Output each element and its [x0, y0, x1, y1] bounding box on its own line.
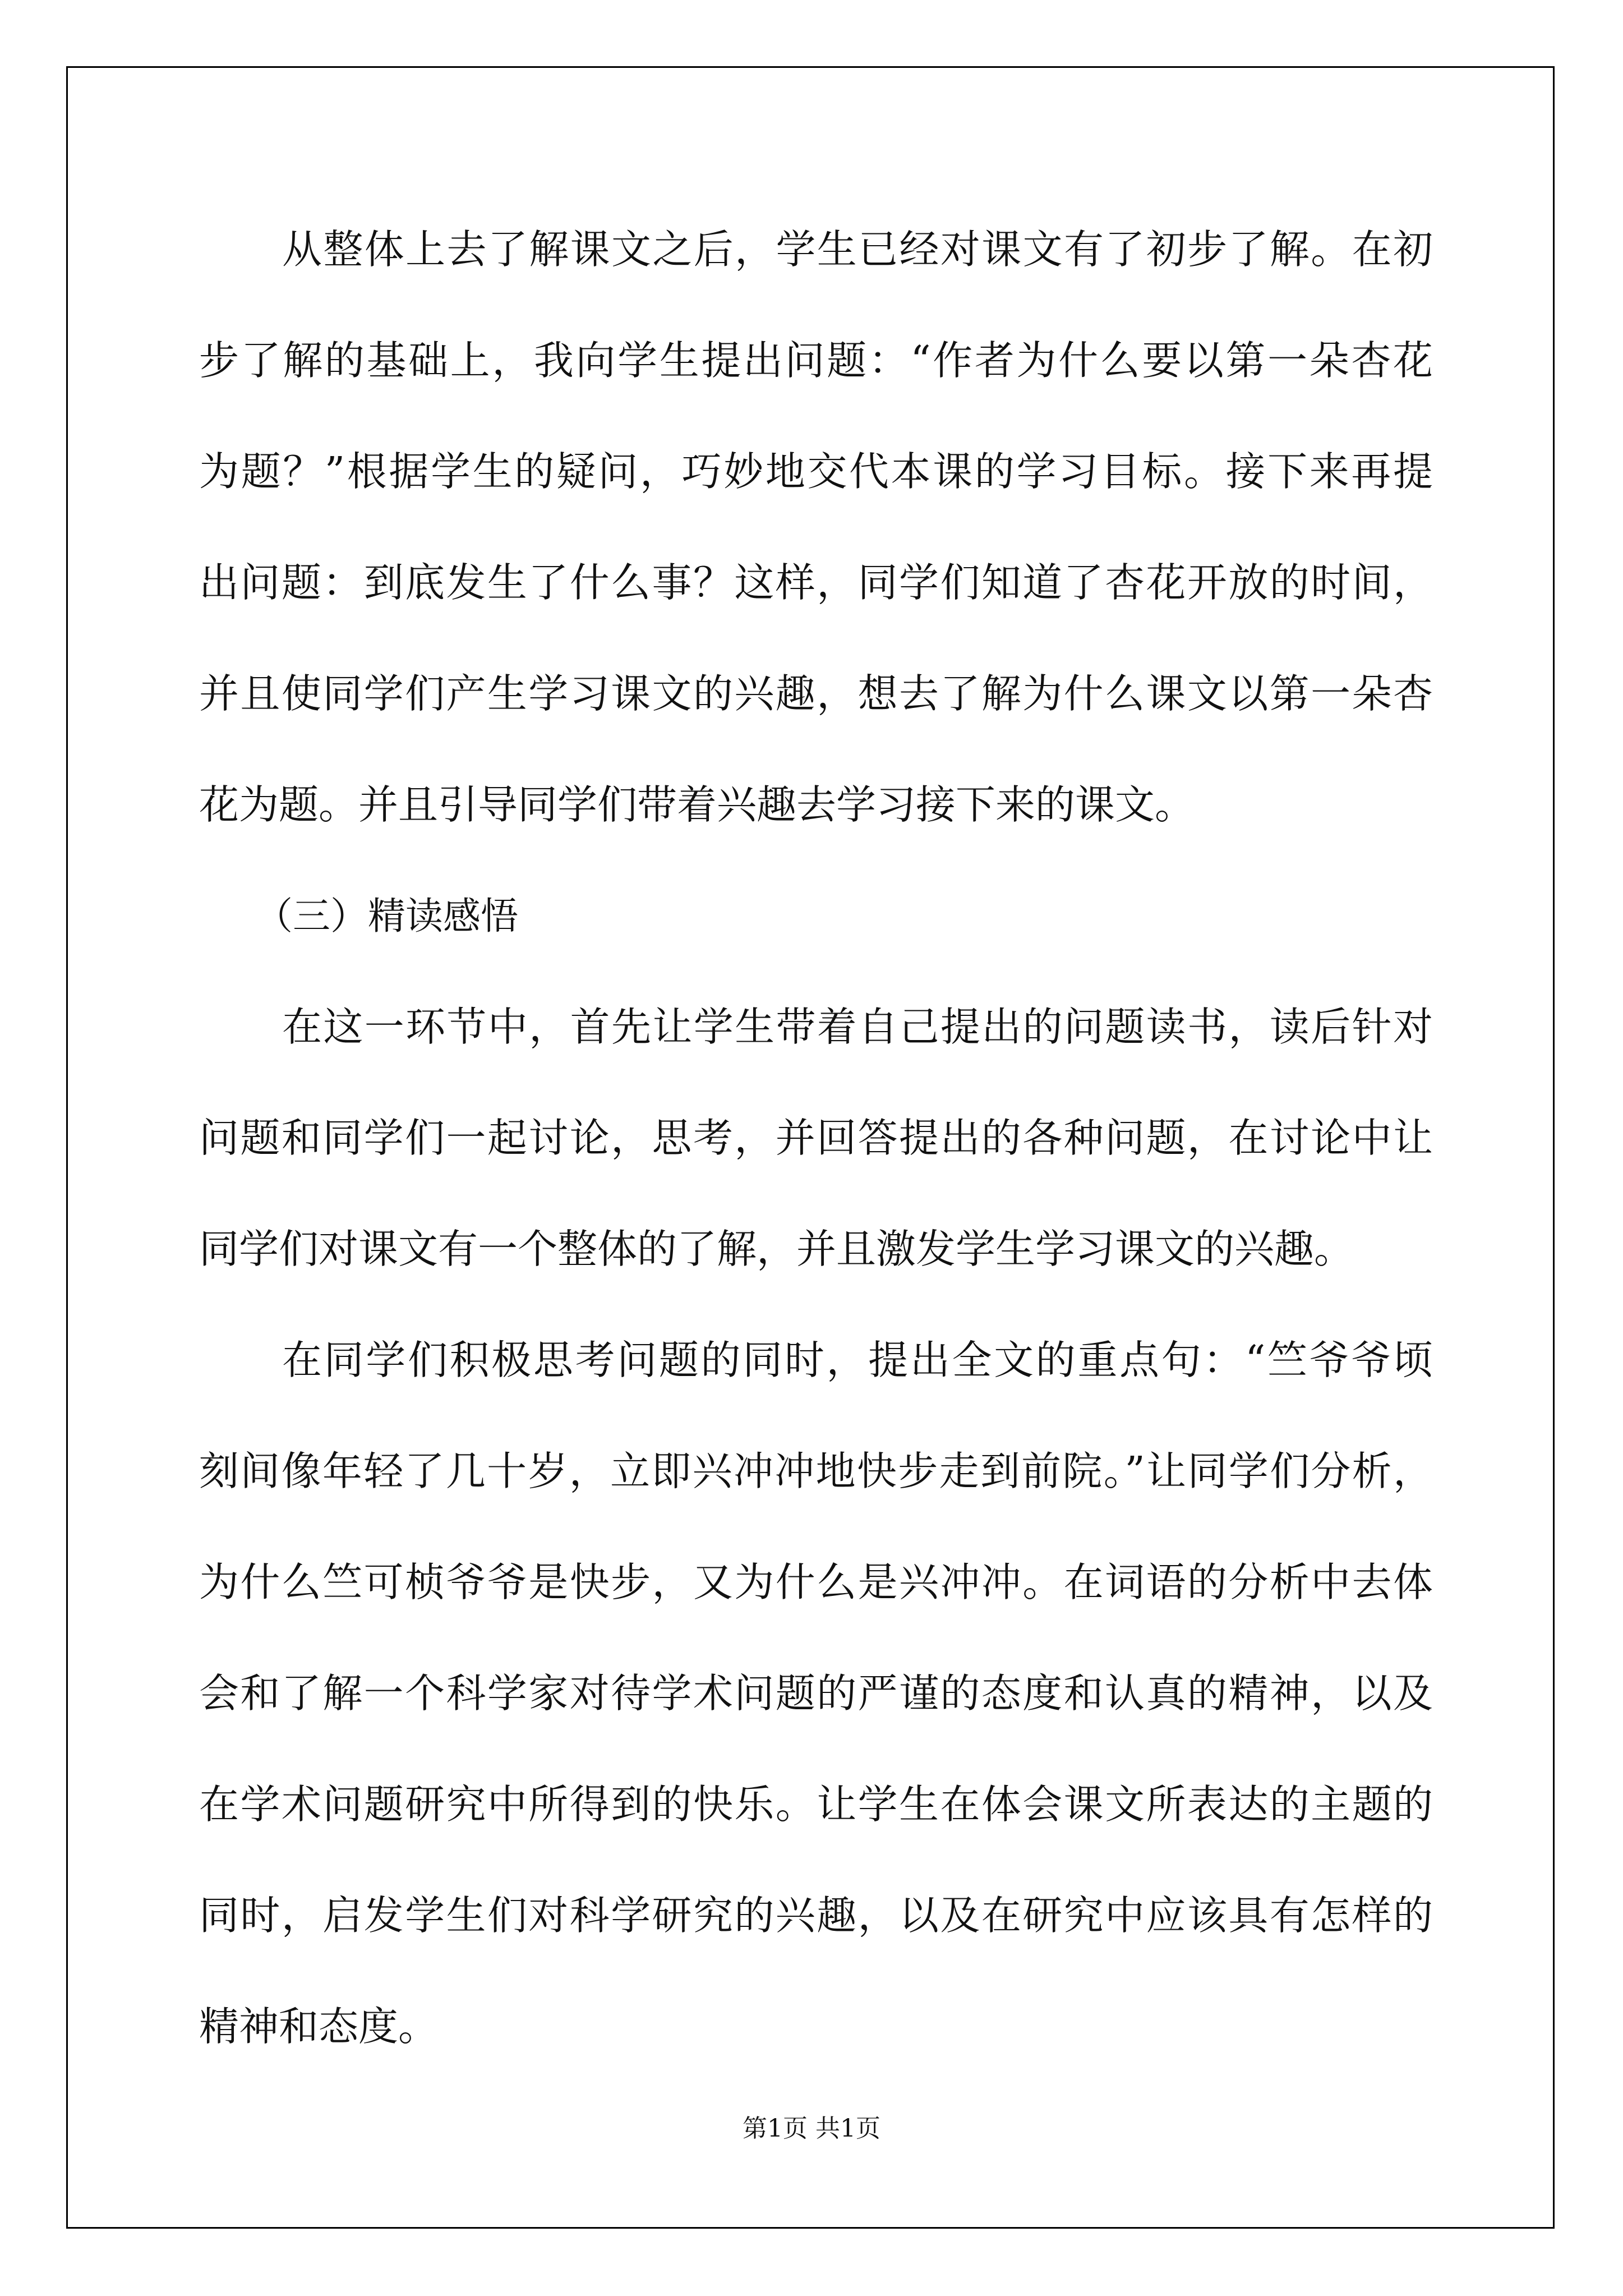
text-line: [199, 319, 1433, 430]
page-footer: [0, 2108, 1623, 2144]
text-line: [199, 1096, 1433, 1207]
text-line: [199, 1207, 1433, 1318]
line-text: 在这一环节中，首先让学生带着自己提出的问题读书，读后针对: [282, 1004, 1433, 1050]
section-heading: [199, 874, 1433, 985]
line-text: 为什么竺可桢爷爷是快步，又为什么是兴冲冲。在词语的分析中去体: [199, 1559, 1433, 1605]
line-text: 同学们对课文有一个整体的了解，并且激发学生学习课文的兴趣。: [199, 1226, 1354, 1272]
document-body: [199, 208, 1433, 2096]
text-line: [199, 1874, 1433, 1985]
line-text: 花为题。并且引导同学们带着兴趣去学习接下来的课文。: [199, 781, 1195, 828]
section-heading-text: （三）精读感悟: [255, 894, 518, 938]
text-line: [199, 763, 1433, 874]
text-line: [199, 1318, 1433, 1429]
line-text: 在学术问题研究中所得到的快乐。让学生在体会课文所表达的主题的: [199, 1781, 1433, 1828]
line-text: 在同学们积极思考问题的同时，提出全文的重点句：“竺爷爷顷: [282, 1337, 1433, 1383]
text-line: [199, 1540, 1433, 1651]
line-text: 为题？”根据学生的疑问，巧妙地交代本课的学习目标。接下来再提: [199, 448, 1433, 495]
text-line: [199, 541, 1433, 652]
text-line: [199, 985, 1433, 1096]
text-line: [199, 1651, 1433, 1763]
text-line: [199, 1763, 1433, 1874]
text-line: [199, 652, 1433, 763]
line-text: 从整体上去了解课文之后，学生已经对课文有了初步了解。在初: [282, 226, 1433, 273]
line-text: 步了解的基础上，我向学生提出问题：“作者为什么要以第一朵杏花: [199, 337, 1433, 384]
text-line: [199, 1429, 1433, 1540]
page-number-text: 第1页 共1页: [743, 2114, 880, 2143]
line-text: 刻间像年轻了几十岁，立即兴冲冲地快步走到前院。”让同学们分析，: [199, 1448, 1433, 1494]
line-text: 同时，启发学生们对科学研究的兴趣，以及在研究中应该具有怎样的: [199, 1892, 1433, 1939]
line-text: 出问题：到底发生了什么事？这样，同学们知道了杏花开放的时间，: [199, 559, 1433, 606]
line-text: 会和了解一个科学家对待学术问题的严谨的态度和认真的精神，以及: [199, 1670, 1433, 1717]
line-text: 问题和同学们一起讨论，思考，并回答提出的各种问题，在讨论中让: [199, 1115, 1433, 1161]
line-text: 并且使同学们产生学习课文的兴趣，想去了解为什么课文以第一朵杏: [199, 670, 1433, 717]
text-line: [199, 208, 1433, 319]
line-text: 精神和态度。: [199, 2003, 439, 2050]
text-line: [199, 430, 1433, 541]
text-line: [199, 1985, 1433, 2096]
